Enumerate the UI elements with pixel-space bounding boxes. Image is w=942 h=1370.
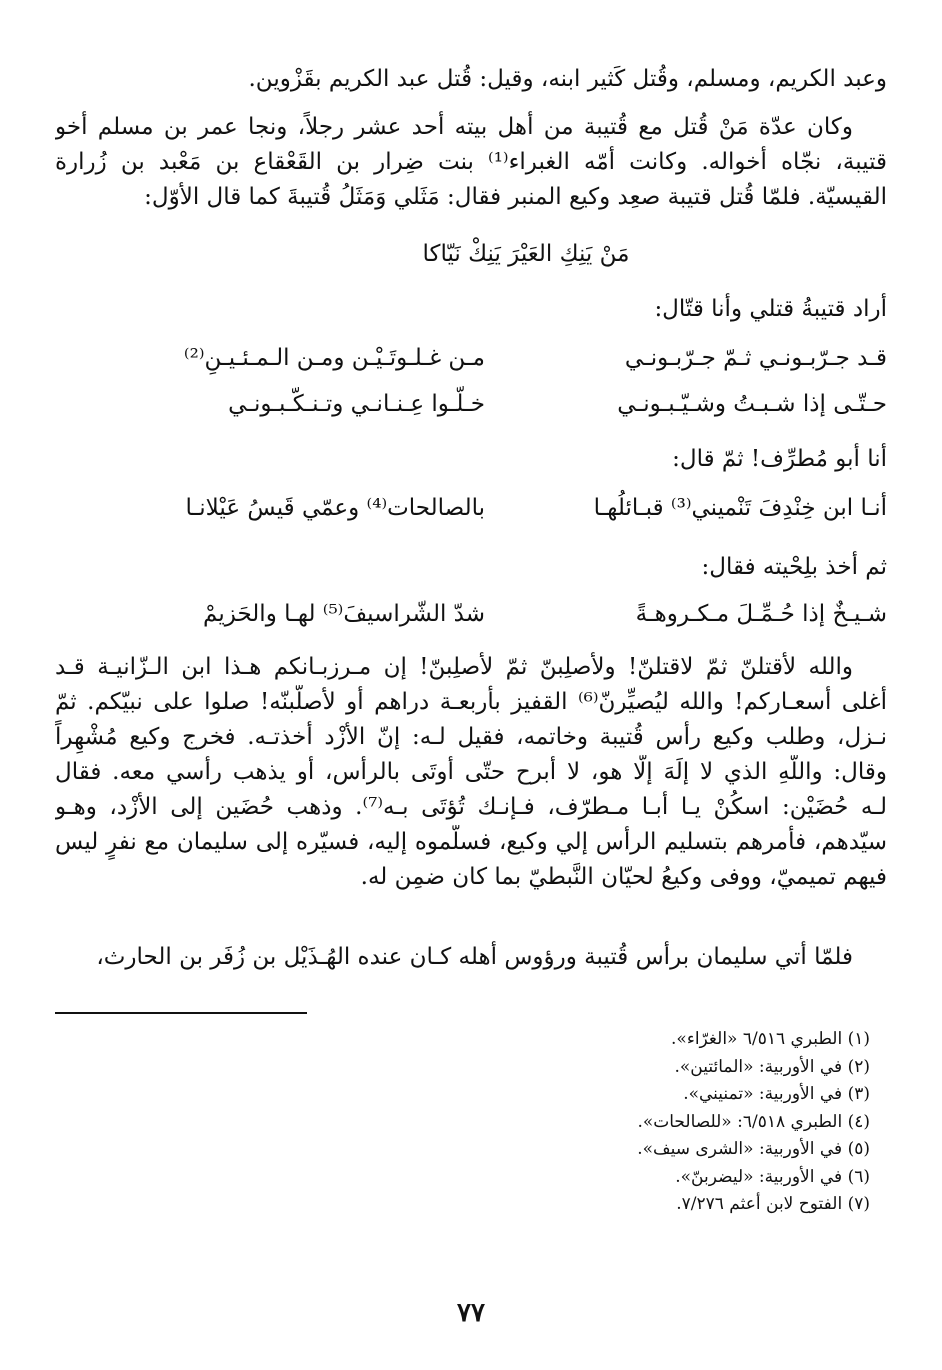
paragraph: [55, 940, 887, 975]
text-line: القيسيّة. فلمّا قُتل قتيبة صعِد وكيع المنبر فقال: مَثَلي وَمَثَلُ قُتيبةَ كما قال الأوّل:: [144, 184, 887, 210]
footnote: (١) الطبري ٦/٥١٦ «الغرّاء».: [671, 1029, 870, 1049]
verse-line: [55, 488, 887, 528]
text-line: لـه حُضَيْن: اسكُنْ يـا أبـا مـطرّف، فـإنـك تُؤتَى بـه⁽⁷⁾. وذهب حُضَين إلى الأزْد، وهـو: [55, 794, 887, 820]
verse-intro: ثم أخذ بلِحْيته فقال:: [701, 554, 887, 580]
proverb: مَنْ يَنِكِ العَيْرَ يَنِكْ نَيّاكا: [422, 241, 630, 267]
verse-first-hemistich: شـيـخٌ إذا حُـمِّـلَ مـكـروهـةً: [635, 601, 887, 627]
text-line: وكان عدّة مَنْ قُتل مع قُتيبة من أهل بيته أحد عشر رجلاً، ونجا عمر بن مسلم أخو: [55, 114, 853, 140]
verse-second-hemistich: بالصالحات⁽⁴⁾ وعمّي قَيسُ عَيْلانـا: [185, 495, 485, 521]
footnote: (٢) في الأوربية: «المائتين».: [674, 1056, 870, 1077]
footnote: (٦) في الأوربية: «ليضربنّ».: [675, 1166, 870, 1187]
verse-line: [55, 338, 887, 378]
paragraph-continuation: [55, 62, 887, 97]
verse-first-hemistich: قـد جـرّبـونـي ثـمّ جـرّبـونـي: [624, 345, 887, 371]
verse-first-hemistich: أنـا ابن خِنْدِفَ تَنْميني⁽³⁾ قبـائلُهـا: [593, 495, 887, 521]
footnote-separator: [55, 1012, 307, 1014]
text-line: أغلى أسعـاركم! والله ليُصيِّرنّ⁽⁶⁾ القفيز بأربعـة دراهم أو لأصلّبنّه! صلوا على نبيّكم. ثمّ: [55, 689, 887, 715]
verse-intro: أنا أبو مُطرِّف! ثمّ قال:: [672, 446, 887, 472]
text-line: فلمّا أتي سليمان برأس قُتيبة ورؤوس أهله كـان عنده الهُـذَيْل بن زُفَر بن الحارث،: [96, 944, 853, 970]
verse-first-hemistich: حـتّـى إذا شـبـتُ وشـيّـبـونـي: [617, 391, 887, 417]
footnote: (٧) الفتوح لابن أعثم ٧/٢٧٦.: [676, 1194, 870, 1214]
text-line: فيهم تميميّ، ووفى وكيعُ لحيّان النَّبطيّ بما كان ضمِن له.: [360, 864, 887, 890]
text-line: قتيبة، نجّاه أخواله. وكانت أمّه الغبراء⁽¹⁾ بنت ضِرار بن القَعْقاع بن مَعْبد بن زُرارة: [55, 149, 887, 175]
text-line: سيّدهم، فأمرهم بتسليم الرأس إلي وكيع، فسلّموه إليه، فسيّره إلى سليمان مع نفرٍ ليس: [55, 829, 887, 855]
verse-intro: أراد قتيبةُ قتلي وأنا قتّال:: [654, 296, 887, 322]
text-line: والله لأقتلنّ ثمّ لاقتلنّ! ولأصلِبنّ ثمّ لأصلِبنّ! إن مـرزبـانكم هـذا ابن الـزّانيـة قـد: [55, 654, 853, 680]
verse-line: [55, 594, 887, 634]
paragraph: [55, 110, 887, 215]
footnotes: [370, 1026, 870, 1219]
page-number: ٧٧: [457, 1298, 485, 1328]
footnote: (٣) في الأوربية: «تمنيني».: [683, 1084, 870, 1104]
verse-line: [55, 384, 887, 424]
paragraph: [55, 650, 887, 895]
verse-second-hemistich: شدّ الشّراسيفَ⁽⁵⁾ لهـا والحَزيمْ: [203, 601, 485, 627]
footnote: (٤) الطبري ٦/٥١٨: «للصالحات».: [637, 1111, 870, 1132]
text-line: وقال: واللّهِ الذي لا إلَهَ إلّا هو، لا أبرح حتّى أوتَى بالرأس، أو يذهب رأسي معه. فقال: [55, 759, 887, 785]
verse-second-hemistich: مـن غـلـوتَـيْـن ومـن الـمـئـيـنِ⁽²⁾: [183, 345, 485, 371]
footnote: (٥) في الأوربية: «الشرى سيف».: [637, 1139, 870, 1159]
verse-second-hemistich: خـلّـوا عِـنـانـي وتـنـكّـبـونـي: [228, 391, 485, 417]
text-line: نـزل، وطلب وكيع رأس قُتيبة وخاتمه، فقيل لـه: إنّ الأزْد أخذتـه. فخرج وكيع مُشْهِراً: [55, 724, 887, 750]
text-line: وعبد الكريم، ومسلم، وقُتل كَثير ابنه، وقيل: قُتل عبد الكريم بقَزْوين.: [248, 66, 887, 92]
